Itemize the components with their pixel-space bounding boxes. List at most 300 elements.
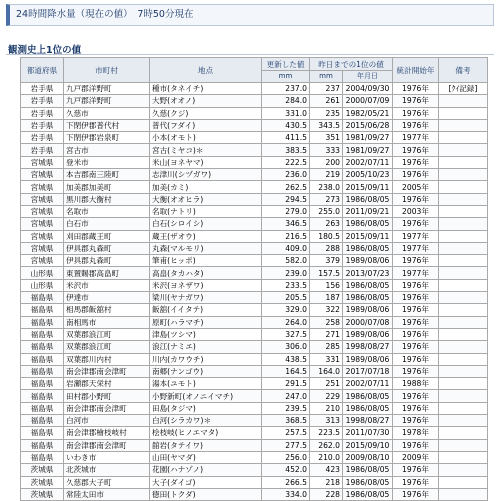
header-start-year: 統計開始年 — [393, 58, 439, 83]
table-row — [21, 292, 488, 304]
previous-date-cell: 2011/07/30 — [343, 427, 393, 439]
note-cell — [439, 292, 488, 304]
station-cell: 名取(ナトリ) — [150, 205, 262, 217]
updated-value-cell: 216.5 — [262, 230, 310, 242]
updated-value-cell: 331.0 — [262, 107, 310, 119]
station-cell: 浪江(ナミエ) — [150, 341, 262, 353]
station-cell: 高畠(タカハタ) — [150, 267, 262, 279]
municipality-cell: 南会津郡南会津町 — [64, 439, 150, 451]
municipality-cell: 下閉伊郡岩泉町 — [64, 132, 150, 144]
municipality-cell: 相馬郡飯舘村 — [64, 304, 150, 316]
previous-date-cell: 1989/08/06 — [343, 353, 393, 365]
header-updated-value: 更新した値 — [262, 58, 310, 71]
prefecture-cell: 岩手県 — [21, 132, 64, 144]
prefecture-cell: 山形県 — [21, 267, 64, 279]
table-row — [21, 242, 488, 254]
note-cell — [439, 316, 488, 328]
note-cell — [439, 279, 488, 291]
table-row — [21, 464, 488, 476]
previous-value-cell: 273 — [310, 193, 343, 205]
municipality-cell: 米沢市 — [64, 279, 150, 291]
note-cell — [439, 341, 488, 353]
previous-value-cell: 288 — [310, 242, 343, 254]
record-table — [20, 57, 488, 501]
start-year-cell: 1976年 — [393, 218, 439, 230]
prefecture-cell: 福島県 — [21, 292, 64, 304]
previous-value-cell: 200 — [310, 156, 343, 168]
updated-value-cell: 452.0 — [262, 464, 310, 476]
header-note: 備考 — [439, 58, 488, 83]
previous-value-cell: 237 — [310, 83, 343, 95]
updated-value-cell: 237.0 — [262, 83, 310, 95]
previous-value-cell: 251 — [310, 378, 343, 390]
station-cell: 大野(オオノ) — [150, 95, 262, 107]
note-cell — [439, 156, 488, 168]
note-cell — [439, 476, 488, 488]
municipality-cell: 久慈市 — [64, 107, 150, 119]
note-cell — [439, 439, 488, 451]
updated-value-cell: 236.0 — [262, 169, 310, 181]
station-cell: 米沢(ヨネザワ) — [150, 279, 262, 291]
updated-value-cell: 247.0 — [262, 390, 310, 402]
note-cell — [439, 95, 488, 107]
previous-date-cell: 2002/07/11 — [343, 156, 393, 168]
prefecture-cell: 福島県 — [21, 304, 64, 316]
start-year-cell: 1976年 — [393, 464, 439, 476]
previous-value-cell: 262.0 — [310, 439, 343, 451]
updated-value-cell: 430.5 — [262, 119, 310, 131]
prefecture-cell: 福島県 — [21, 439, 64, 451]
prefecture-cell: 宮城県 — [21, 242, 64, 254]
previous-date-cell: 1986/08/05 — [343, 218, 393, 230]
station-cell: 蔵王(ザオウ) — [150, 230, 262, 242]
table-row — [21, 132, 488, 144]
prefecture-cell: 福島県 — [21, 378, 64, 390]
station-cell: 小野新町(オノニイマチ) — [150, 390, 262, 402]
previous-value-cell: 322 — [310, 304, 343, 316]
previous-value-cell: 157.5 — [310, 267, 343, 279]
previous-value-cell: 313 — [310, 415, 343, 427]
municipality-cell: 登米市 — [64, 156, 150, 168]
updated-value-cell: 266.5 — [262, 476, 310, 488]
previous-date-cell: 2015/09/11 — [343, 181, 393, 193]
prefecture-cell: 茨城県 — [21, 476, 64, 488]
updated-value-cell: 239.0 — [262, 267, 310, 279]
previous-value-cell: 238.0 — [310, 181, 343, 193]
prefecture-cell: 茨城県 — [21, 464, 64, 476]
previous-value-cell: 271 — [310, 328, 343, 340]
note-cell — [439, 488, 488, 500]
table-row — [21, 415, 488, 427]
start-year-cell: 1976年 — [393, 341, 439, 353]
updated-value-cell: 329.0 — [262, 304, 310, 316]
section-divider — [6, 54, 494, 55]
station-cell: 山田(ヤマダ) — [150, 451, 262, 463]
start-year-cell: 1977年 — [393, 132, 439, 144]
previous-value-cell: 187 — [310, 292, 343, 304]
updated-value-cell: 291.5 — [262, 378, 310, 390]
station-cell: 花園(ハナゾノ) — [150, 464, 262, 476]
start-year-cell: 1976年 — [393, 156, 439, 168]
station-cell: 白河(シラカワ)＊ — [150, 415, 262, 427]
station-cell: 田島(タジマ) — [150, 402, 262, 414]
updated-value-cell: 164.5 — [262, 365, 310, 377]
prefecture-cell: 岩手県 — [21, 83, 64, 95]
municipality-cell: いわき市 — [64, 451, 150, 463]
previous-value-cell: 156 — [310, 279, 343, 291]
updated-value-cell: 306.0 — [262, 341, 310, 353]
previous-value-cell: 255.0 — [310, 205, 343, 217]
municipality-cell: 刈田郡蔵王町 — [64, 230, 150, 242]
updated-value-cell: 334.0 — [262, 488, 310, 500]
updated-value-cell: 222.5 — [262, 156, 310, 168]
station-cell: 大衡(オオヒラ) — [150, 193, 262, 205]
start-year-cell: 1976年 — [393, 402, 439, 414]
previous-date-cell: 1989/08/06 — [343, 304, 393, 316]
previous-value-cell: 228 — [310, 488, 343, 500]
station-cell: 筆甫(ヒッポ) — [150, 255, 262, 267]
start-year-cell: 1977年 — [393, 267, 439, 279]
start-year-cell: 1976年 — [393, 255, 439, 267]
previous-date-cell: 2004/09/30 — [343, 83, 393, 95]
municipality-cell: 双葉郡川内村 — [64, 353, 150, 365]
start-year-cell: 1976年 — [393, 292, 439, 304]
table-row — [21, 156, 488, 168]
station-cell: 舘岩(タテイワ) — [150, 439, 262, 451]
updated-value-cell: 233.5 — [262, 279, 310, 291]
table-row — [21, 83, 488, 95]
municipality-cell: 伊具郡丸森町 — [64, 242, 150, 254]
station-cell: 徳田(トクダ) — [150, 488, 262, 500]
header-date: 年月日 — [343, 71, 393, 83]
prefecture-cell: 岩手県 — [21, 144, 64, 156]
previous-date-cell: 1986/08/05 — [343, 242, 393, 254]
updated-value-cell: 279.0 — [262, 205, 310, 217]
station-cell: 川内(カワウチ) — [150, 353, 262, 365]
previous-date-cell: 2017/07/18 — [343, 365, 393, 377]
prefecture-cell: 福島県 — [21, 402, 64, 414]
table-row — [21, 181, 488, 193]
start-year-cell: 1976年 — [393, 107, 439, 119]
updated-value-cell: 277.5 — [262, 439, 310, 451]
prefecture-cell: 宮城県 — [21, 181, 64, 193]
municipality-cell: 南会津郡南会津町 — [64, 402, 150, 414]
table-row — [21, 304, 488, 316]
station-cell: 南郷(ナンゴウ) — [150, 365, 262, 377]
prefecture-cell: 福島県 — [21, 451, 64, 463]
updated-value-cell: 262.5 — [262, 181, 310, 193]
previous-date-cell: 1982/05/21 — [343, 107, 393, 119]
page-title: 24時間降水量（現在の値） 7時50分現在 — [6, 4, 494, 26]
previous-date-cell: 1998/08/27 — [343, 341, 393, 353]
table-row — [21, 353, 488, 365]
header-previous-record: 昨日までの1位の値 — [310, 58, 393, 71]
start-year-cell: 1976年 — [393, 328, 439, 340]
start-year-cell: 1976年 — [393, 83, 439, 95]
municipality-cell: 双葉郡浪江町 — [64, 341, 150, 353]
previous-date-cell: 1986/08/05 — [343, 193, 393, 205]
previous-date-cell: 2009/08/10 — [343, 451, 393, 463]
municipality-cell: 岩瀬郡天栄村 — [64, 378, 150, 390]
previous-date-cell: 2015/06/28 — [343, 119, 393, 131]
previous-value-cell: 164.0 — [310, 365, 343, 377]
prefecture-cell: 宮城県 — [21, 230, 64, 242]
municipality-cell: 加美郡加美町 — [64, 181, 150, 193]
prefecture-cell: 福島県 — [21, 353, 64, 365]
municipality-cell: 田村郡小野町 — [64, 390, 150, 402]
municipality-cell: 北茨城市 — [64, 464, 150, 476]
station-cell: 宮古(ミヤコ)＊ — [150, 144, 262, 156]
municipality-cell: 東置賜郡高畠町 — [64, 267, 150, 279]
table-row — [21, 341, 488, 353]
prefecture-cell: 岩手県 — [21, 107, 64, 119]
table-row — [21, 365, 488, 377]
start-year-cell: 1976年 — [393, 304, 439, 316]
station-cell: 飯舘(イイタテ) — [150, 304, 262, 316]
start-year-cell: 1976年 — [393, 119, 439, 131]
previous-date-cell: 1981/09/27 — [343, 132, 393, 144]
table-row — [21, 316, 488, 328]
start-year-cell: 1976年 — [393, 365, 439, 377]
previous-value-cell: 210 — [310, 402, 343, 414]
station-cell: 小本(オモト) — [150, 132, 262, 144]
previous-value-cell: 343.5 — [310, 119, 343, 131]
station-cell: 志津川(シヅガワ) — [150, 169, 262, 181]
note-cell — [439, 328, 488, 340]
note-cell — [439, 181, 488, 193]
municipality-cell: 白石市 — [64, 218, 150, 230]
start-year-cell: 1977年 — [393, 230, 439, 242]
prefecture-cell: 宮城県 — [21, 218, 64, 230]
updated-value-cell: 294.5 — [262, 193, 310, 205]
updated-value-cell: 327.5 — [262, 328, 310, 340]
prefecture-cell: 岩手県 — [21, 119, 64, 131]
updated-value-cell: 438.5 — [262, 353, 310, 365]
prefecture-cell: 宮城県 — [21, 156, 64, 168]
note-cell — [439, 169, 488, 181]
note-cell — [439, 132, 488, 144]
note-cell — [439, 464, 488, 476]
prefecture-cell: 福島県 — [21, 365, 64, 377]
table-row — [21, 402, 488, 414]
note-cell — [439, 390, 488, 402]
note-cell — [439, 107, 488, 119]
previous-date-cell: 1998/08/27 — [343, 415, 393, 427]
start-year-cell: 1976年 — [393, 415, 439, 427]
note-cell — [439, 267, 488, 279]
prefecture-cell: 福島県 — [21, 390, 64, 402]
table-row — [21, 267, 488, 279]
start-year-cell: 1976年 — [393, 439, 439, 451]
municipality-cell: 白河市 — [64, 415, 150, 427]
previous-value-cell: 285 — [310, 341, 343, 353]
start-year-cell: 1976年 — [393, 144, 439, 156]
previous-date-cell: 1986/08/05 — [343, 402, 393, 414]
previous-date-cell: 2011/09/21 — [343, 205, 393, 217]
note-cell — [439, 427, 488, 439]
municipality-cell: 南相馬市 — [64, 316, 150, 328]
municipality-cell: 九戸郡洋野町 — [64, 95, 150, 107]
updated-value-cell: 257.5 — [262, 427, 310, 439]
start-year-cell: 2003年 — [393, 205, 439, 217]
prefecture-cell: 宮城県 — [21, 205, 64, 217]
station-cell: 米山(ヨネヤマ) — [150, 156, 262, 168]
station-cell: 湯本(ユモト) — [150, 378, 262, 390]
previous-value-cell: 218 — [310, 476, 343, 488]
updated-value-cell: 284.0 — [262, 95, 310, 107]
previous-date-cell: 1986/08/05 — [343, 292, 393, 304]
note-cell — [439, 353, 488, 365]
municipality-cell: 南会津郡南会津町 — [64, 365, 150, 377]
start-year-cell: 1978年 — [393, 427, 439, 439]
table-row — [21, 144, 488, 156]
note-cell — [439, 255, 488, 267]
table-row — [21, 279, 488, 291]
table-row — [21, 488, 488, 500]
previous-value-cell: 351 — [310, 132, 343, 144]
previous-date-cell: 1986/08/05 — [343, 464, 393, 476]
prefecture-cell: 福島県 — [21, 341, 64, 353]
note-cell — [439, 365, 488, 377]
previous-value-cell: 229 — [310, 390, 343, 402]
header-station: 地点 — [150, 58, 262, 83]
updated-value-cell: 239.5 — [262, 402, 310, 414]
prefecture-cell: 福島県 — [21, 316, 64, 328]
header-municipality: 市町村 — [64, 58, 150, 83]
table-row — [21, 230, 488, 242]
previous-date-cell: 1989/08/06 — [343, 255, 393, 267]
previous-date-cell: 1989/08/06 — [343, 328, 393, 340]
start-year-cell: 1976年 — [393, 488, 439, 500]
updated-value-cell: 383.5 — [262, 144, 310, 156]
previous-date-cell: 1986/08/05 — [343, 476, 393, 488]
previous-value-cell: 223.5 — [310, 427, 343, 439]
table-row — [21, 451, 488, 463]
table-body — [21, 83, 488, 501]
previous-date-cell: 2002/07/11 — [343, 378, 393, 390]
header-unit-updated: mm — [262, 71, 310, 83]
start-year-cell: 1976年 — [393, 353, 439, 365]
previous-date-cell: 1986/08/05 — [343, 488, 393, 500]
station-cell: 桧枝岐(ヒノエマタ) — [150, 427, 262, 439]
previous-value-cell: 423 — [310, 464, 343, 476]
previous-date-cell: 2015/09/10 — [343, 439, 393, 451]
table-row — [21, 255, 488, 267]
updated-value-cell: 411.5 — [262, 132, 310, 144]
table-row — [21, 169, 488, 181]
prefecture-cell: 福島県 — [21, 328, 64, 340]
municipality-cell: 宮古市 — [64, 144, 150, 156]
note-cell — [439, 193, 488, 205]
table-row — [21, 218, 488, 230]
previous-value-cell: 263 — [310, 218, 343, 230]
note-cell — [439, 402, 488, 414]
previous-date-cell: 1981/09/27 — [343, 144, 393, 156]
previous-date-cell: 1986/08/05 — [343, 390, 393, 402]
updated-value-cell: 409.0 — [262, 242, 310, 254]
table-row — [21, 119, 488, 131]
updated-value-cell: 368.5 — [262, 415, 310, 427]
previous-date-cell: 2005/10/23 — [343, 169, 393, 181]
table-row — [21, 427, 488, 439]
header-prefecture: 都道府県 — [21, 58, 64, 83]
table-row — [21, 107, 488, 119]
prefecture-cell: 宮城県 — [21, 169, 64, 181]
prefecture-cell: 茨城県 — [21, 488, 64, 500]
prefecture-cell: 宮城県 — [21, 255, 64, 267]
table-row — [21, 390, 488, 402]
start-year-cell: 2005年 — [393, 181, 439, 193]
municipality-cell: 双葉郡浪江町 — [64, 328, 150, 340]
station-cell: 普代(フダイ) — [150, 119, 262, 131]
updated-value-cell: 264.0 — [262, 316, 310, 328]
note-cell — [439, 230, 488, 242]
header-unit-previous: mm — [310, 71, 343, 83]
previous-date-cell: 2013/07/23 — [343, 267, 393, 279]
prefecture-cell: 福島県 — [21, 415, 64, 427]
station-cell: 白石(シロイシ) — [150, 218, 262, 230]
section-heading: 観測史上1位の値 — [8, 45, 82, 56]
municipality-cell: 下閉伊郡普代村 — [64, 119, 150, 131]
station-cell: 加美(カミ) — [150, 181, 262, 193]
prefecture-cell: 山形県 — [21, 279, 64, 291]
municipality-cell: 伊具郡丸森町 — [64, 255, 150, 267]
table-row — [21, 328, 488, 340]
station-cell: 丸森(マルモリ) — [150, 242, 262, 254]
station-cell: 種市(タネイチ) — [150, 83, 262, 95]
station-cell: 梁川(ヤナガワ) — [150, 292, 262, 304]
municipality-cell: 黒川郡大衡村 — [64, 193, 150, 205]
station-cell: 原町(ハラマチ) — [150, 316, 262, 328]
previous-date-cell: 2000/07/08 — [343, 316, 393, 328]
previous-value-cell: 258 — [310, 316, 343, 328]
table-row — [21, 205, 488, 217]
table-row — [21, 378, 488, 390]
start-year-cell: 1976年 — [393, 390, 439, 402]
table-row — [21, 476, 488, 488]
updated-value-cell: 205.5 — [262, 292, 310, 304]
previous-value-cell: 180.5 — [310, 230, 343, 242]
start-year-cell: 1976年 — [393, 193, 439, 205]
start-year-cell: 1977年 — [393, 242, 439, 254]
station-cell: 久慈(クジ) — [150, 107, 262, 119]
start-year-cell: 1976年 — [393, 316, 439, 328]
previous-value-cell: 235 — [310, 107, 343, 119]
previous-date-cell: 2000/07/09 — [343, 95, 393, 107]
previous-value-cell: 333 — [310, 144, 343, 156]
updated-value-cell: 256.0 — [262, 451, 310, 463]
note-cell: [ｸｲ記録] — [439, 83, 488, 95]
table-row — [21, 439, 488, 451]
start-year-cell: 2009年 — [393, 451, 439, 463]
note-cell — [439, 242, 488, 254]
table-row — [21, 193, 488, 205]
municipality-cell: 久慈郡大子町 — [64, 476, 150, 488]
note-cell — [439, 304, 488, 316]
station-cell: 大子(ダイゴ) — [150, 476, 262, 488]
start-year-cell: 1976年 — [393, 95, 439, 107]
municipality-cell: 九戸郡洋野町 — [64, 83, 150, 95]
municipality-cell: 常陸太田市 — [64, 488, 150, 500]
updated-value-cell: 346.5 — [262, 218, 310, 230]
start-year-cell: 1988年 — [393, 378, 439, 390]
municipality-cell: 名取市 — [64, 205, 150, 217]
previous-value-cell: 379 — [310, 255, 343, 267]
previous-value-cell: 261 — [310, 95, 343, 107]
start-year-cell: 1976年 — [393, 279, 439, 291]
previous-date-cell: 2015/09/11 — [343, 230, 393, 242]
note-cell — [439, 144, 488, 156]
